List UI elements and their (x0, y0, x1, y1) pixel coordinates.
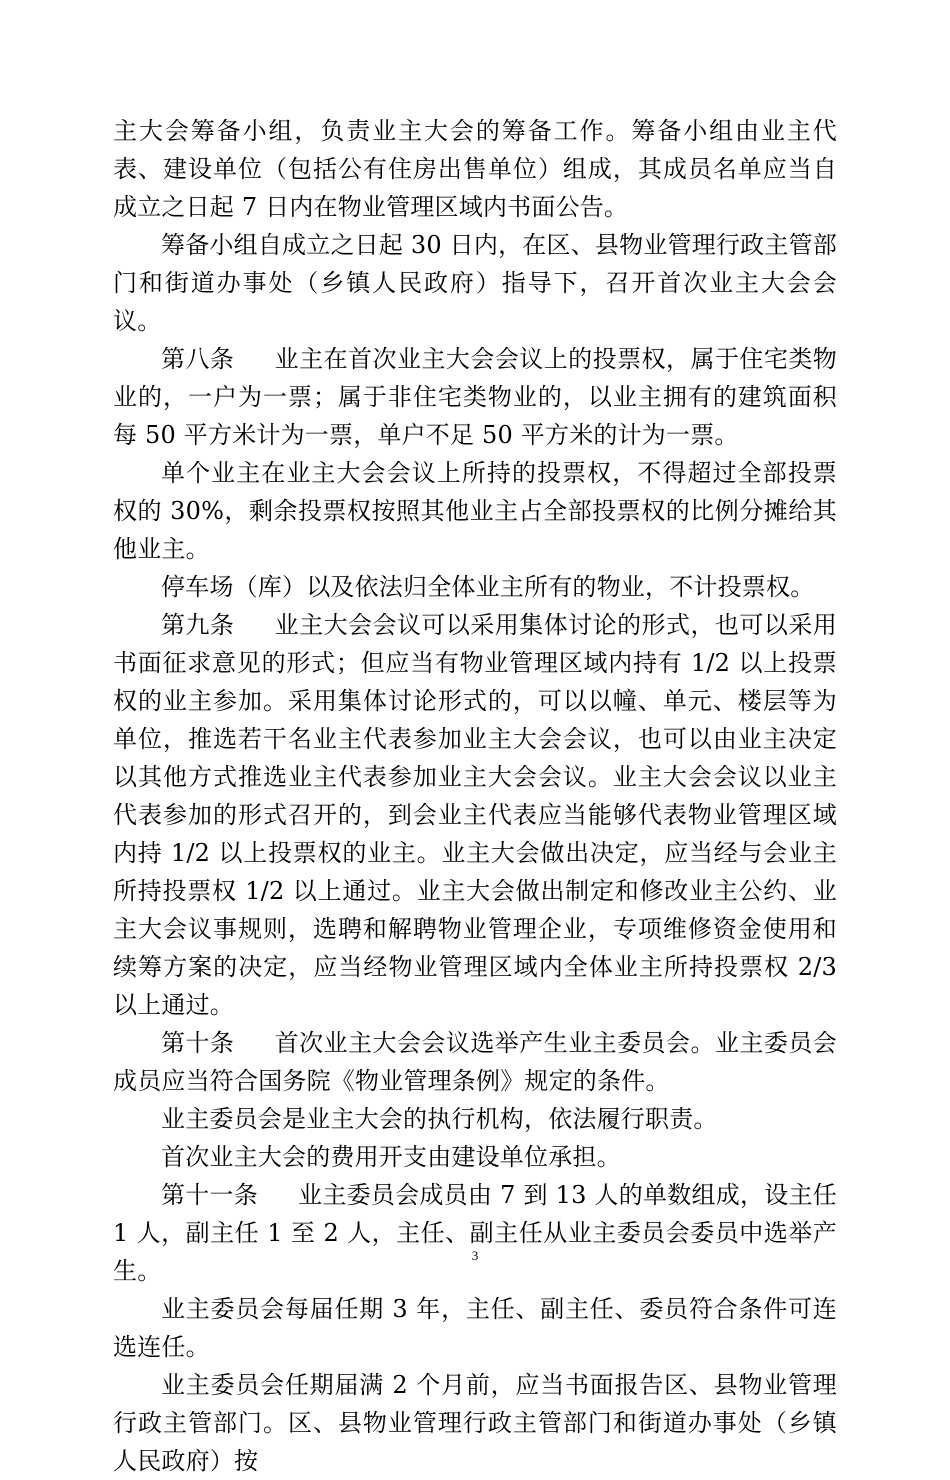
paragraph-text: 单个业主在业主大会会议上所持的投票权，不得超过全部投票权的 30%，剩余投票权按照其他业主占全部投票权的比例分摊给其他业主。 (113, 459, 837, 563)
document-body (113, 112, 837, 1480)
paragraph-text: 业主委员会每届任期 3 年，主任、副主任、委员符合条件可连选连任。 (113, 1295, 837, 1361)
article-number: 第九条 (161, 611, 235, 639)
paragraph-text: 业主委员会是业主大会的执行机构，依法履行职责。 (161, 1105, 718, 1133)
paragraph-continuation (113, 112, 837, 226)
paragraph-text: 业主委员会成员由 7 到 13 人的单数组成，设主任 1 人，副主任 1 至 2 人，主任、副主任从业主委员会委员中选举产生。 (113, 1181, 837, 1285)
article-number: 第十条 (161, 1029, 235, 1057)
paragraph-text: 业主委员会任期届满 2 个月前，应当书面报告区、县物业管理行政主管部门。区、县物业管理行政主管部门和街道办事处（乡镇人民政府）按 (113, 1371, 837, 1475)
paragraph (113, 226, 837, 340)
paragraph-text: 首次业主大会会议选举产生业主委员会。业主委员会成员应当符合国务院《物业管理条例》规定的条件。 (113, 1029, 837, 1095)
paragraph (113, 454, 837, 568)
paragraph-text: 筹备小组自成立之日起 30 日内，在区、县物业管理行政主管部门和街道办事处（乡镇人民政府）指导下，召开首次业主大会会议。 (113, 231, 837, 335)
paragraph (113, 1290, 837, 1366)
paragraph (113, 1366, 837, 1480)
article-number: 第十一条 (161, 1181, 259, 1209)
paragraph-text: 首次业主大会的费用开支由建设单位承担。 (161, 1143, 621, 1171)
paragraph-text: 业主大会会议可以采用集体讨论的形式，也可以采用书面征求意见的形式；但应当有物业管理区域内持有 1/2 以上投票权的业主参加。采用集体讨论形式的，可以以幢、单元、楼层等为单位，推选若干名业主代表参加业主大会会议，也可以由业主决定以其他方式推选业主代表参加业主大会会议。业主大会会议以业主代表参加的形式召开的，到会业主代表应当能够代表物业管理区域内持 1/2 以上投票权的业主。业主大会做出决定，应当经与会业主所持投票权 1/2 以上通过。业主大会做出制定和修改业主公约、业主大会议事规则，选聘和解聘物业管理企业，专项维修资金使用和续筹方案的决定，应当经物业管理区域内全体业主所持投票权 2/3 以上通过。 (113, 611, 837, 1019)
paragraph (113, 568, 837, 606)
article-9-paragraph (113, 606, 837, 1024)
paragraph-text: 主大会筹备小组，负责业主大会的筹备工作。筹备小组由业主代表、建设单位（包括公有住房出售单位）组成，其成员名单应当自成立之日起 7 日内在物业管理区域内书面公告。 (113, 117, 837, 221)
paragraph-text: 业主在首次业主大会会议上的投票权，属于住宅类物业的，一户为一票；属于非住宅类物业的，以业主拥有的建筑面积每 50 平方米计为一票，单户不足 50 平方米的计为一票。 (113, 345, 837, 449)
article-8-paragraph (113, 340, 837, 454)
article-11-paragraph (113, 1176, 837, 1290)
article-number: 第八条 (161, 345, 235, 373)
paragraph (113, 1138, 837, 1176)
paragraph-text: 停车场（库）以及依法归全体业主所有的物业，不计投票权。 (161, 573, 815, 601)
article-10-paragraph (113, 1024, 837, 1100)
page-number: 3 (471, 1248, 479, 1263)
paragraph (113, 1100, 837, 1138)
